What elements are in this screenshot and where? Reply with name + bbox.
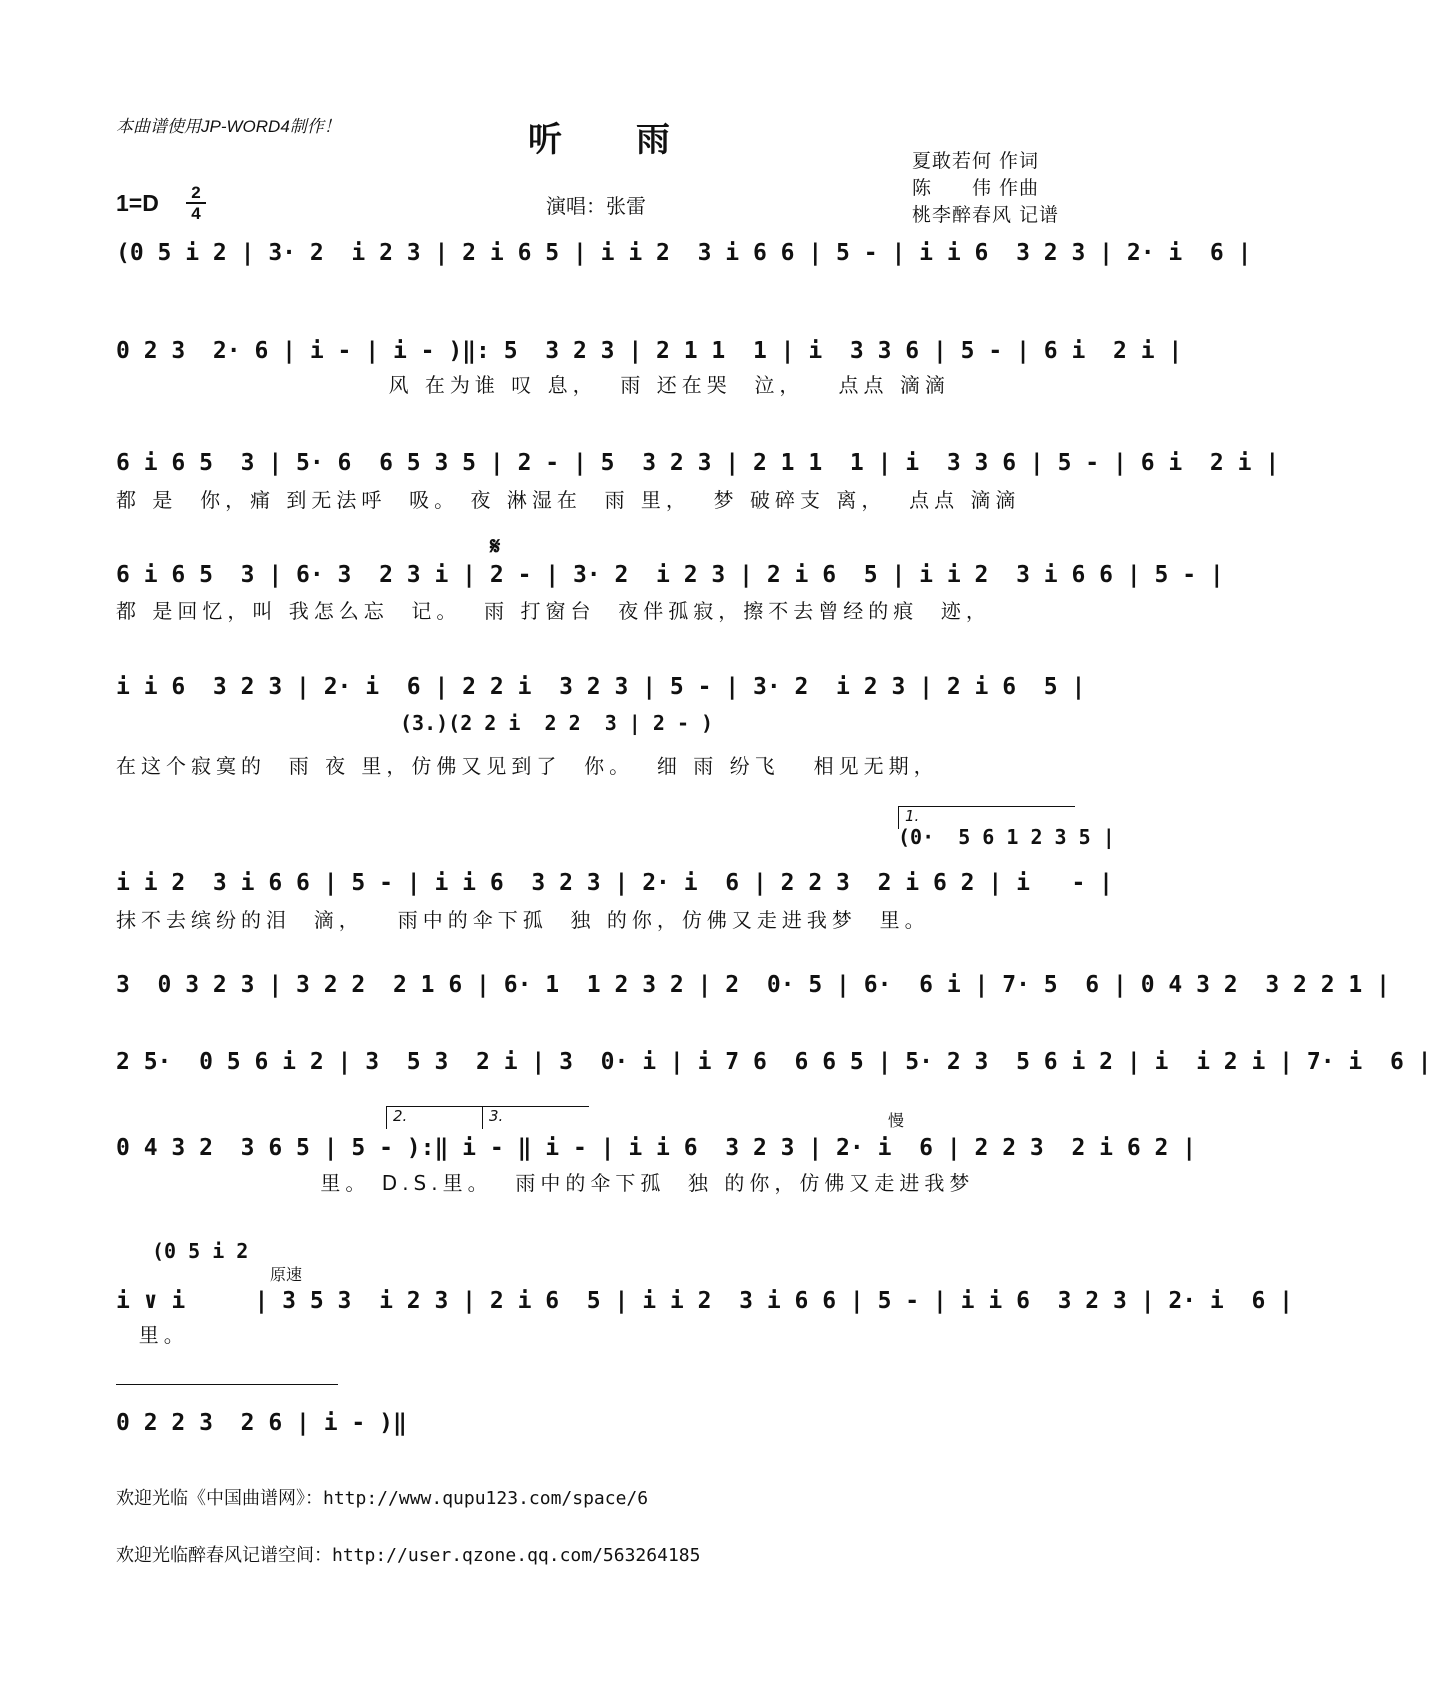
- pickup-notes: (0 5 i 2: [152, 1239, 249, 1263]
- score-system-6-lyrics: 抹不去缤纷的泪 滴， 雨中的伞下孤 独 的你，仿佛又走进我梦 里。: [116, 908, 930, 932]
- score-system-10-notes: i ∨ i | 3 5 3 i 2 3 | 2 i 6 5 | i i 2 3 i 6 6 | 5 - | i i 6 3 2 3 | 2· i 6 |: [116, 1288, 1294, 1314]
- volta-2-label: 2.: [393, 1107, 408, 1125]
- score-system-2-notes: 0 2 3 2· 6 | i - | i - )‖: 5 3 2 3 | 2 1 1 1 | i 3 3 6 | 5 - | 6 i 2 i |: [116, 338, 1183, 364]
- score-system-1-notes: (0 5 i 2 | 3· 2 i 2 3 | 2 i 6 5 | i i 2 3 i 6 6 | 5 - | i i 6 3 2 3 | 2· i 6 |: [116, 240, 1252, 266]
- coda-bracket-line: [116, 1384, 338, 1385]
- software-note: 本曲谱使用JP-WORD4制作！: [116, 117, 341, 136]
- singer: 演唱：张雷: [546, 194, 646, 218]
- time-signature-bottom: 4: [191, 204, 201, 223]
- score-system-11-notes: 0 2 2 3 2 6 | i - )‖: [116, 1410, 407, 1436]
- score-system-5-alt-ending: (3.)(2 2 i 2 2 3 | 2 - ): [400, 711, 714, 735]
- song-title: 听 雨: [528, 120, 672, 160]
- key-signature: 1=D: [116, 190, 159, 216]
- time-signature-top: 2: [191, 183, 201, 202]
- footer-link-qzone[interactable]: 欢迎光临醉春风记谱空间：http://user.qzone.qq.com/563264185: [116, 1545, 701, 1566]
- tempo-slow-marking: 慢: [888, 1111, 905, 1130]
- score-system-6-notes: i i 2 3 i 6 6 | 5 - | i i 6 3 2 3 | 2· i 6 | 2 2 3 2 i 6 2 | i - |: [116, 870, 1113, 896]
- volta-1-notes: (0· 5 6 1 2 3 5 |: [898, 825, 1115, 849]
- score-system-5-notes: i i 6 3 2 3 | 2· i 6 | 2 2 i 3 2 3 | 5 - | 3· 2 i 2 3 | 2 i 6 5 |: [116, 674, 1086, 700]
- time-signature: [186, 184, 206, 222]
- score-system-3-lyrics: 都 是 你，痛 到无法呼 吸。 夜 淋湿在 雨 里， 梦 破碎支 离， 点点 滴滴: [116, 488, 1021, 512]
- score-system-3-notes: 6 i 6 5 3 | 5· 6 6 5 3 5 | 2 - | 5 3 2 3 | 2 1 1 1 | i 3 3 6 | 5 - | 6 i 2 i |: [116, 450, 1280, 476]
- volta-1-label: 1.: [905, 807, 920, 825]
- score-system-2-lyrics: 风 在为谁 叹 息， 雨 还在哭 泣， 点点 滴滴: [116, 373, 950, 397]
- credits: 夏敢若何 作词 陈 伟 作曲 桃李醉春风 记谱: [912, 150, 1060, 226]
- score-system-9-notes: 0 4 3 2 3 6 5 | 5 - ):‖ i - ‖ i - | i i 6 3 2 3 | 2· i 6 | 2 2 3 2 i 6 2 |: [116, 1135, 1197, 1161]
- score-system-9-lyrics: 里。 D.S.里。 雨中的伞下孤 独 的你，仿佛又走进我梦: [116, 1171, 975, 1195]
- volta-3-bracket: [482, 1106, 589, 1129]
- score-system-5-lyrics: 在这个寂寞的 雨 夜 里，仿佛又见到了 你。 细 雨 纷飞 相见无期，: [116, 754, 939, 778]
- score-system-7-notes: 3 0 3 2 3 | 3 2 2 2 1 6 | 6· 1 1 2 3 2 | 2 0· 5 | 6· 6 i | 7· 5 6 | 0 4 3 2 3 2 2 1 |: [116, 972, 1390, 998]
- tempo-original-marking: 原速: [270, 1265, 303, 1284]
- volta-2-bracket: [386, 1106, 483, 1129]
- score-system-10-lyrics: 里。: [116, 1323, 189, 1347]
- volta-3-label: 3.: [489, 1107, 504, 1125]
- segno-sign: 𝄋: [490, 532, 501, 560]
- score-system-4-lyrics: 都 是回忆，叫 我怎么忘 记。 雨 打窗台 夜伴孤寂，擦不去曾经的痕 迹，: [116, 599, 991, 623]
- footer-link-qupu123[interactable]: 欢迎光临《中国曲谱网》：http://www.qupu123.com/space/6: [116, 1488, 649, 1509]
- score-system-4-notes: 6 i 6 5 3 | 6· 3 2 3 i | 2 - | 3· 2 i 2 3 | 2 i 6 5 | i i 2 3 i 6 6 | 5 - |: [116, 562, 1224, 588]
- score-system-8-notes: 2 5· 0 5 6 i 2 | 3 5 3 2 i | 3 0· i | i 7 6 6 6 5 | 5· 2 3 5 6 i 2 | i i 2 i | 7· i 6 |: [116, 1049, 1431, 1075]
